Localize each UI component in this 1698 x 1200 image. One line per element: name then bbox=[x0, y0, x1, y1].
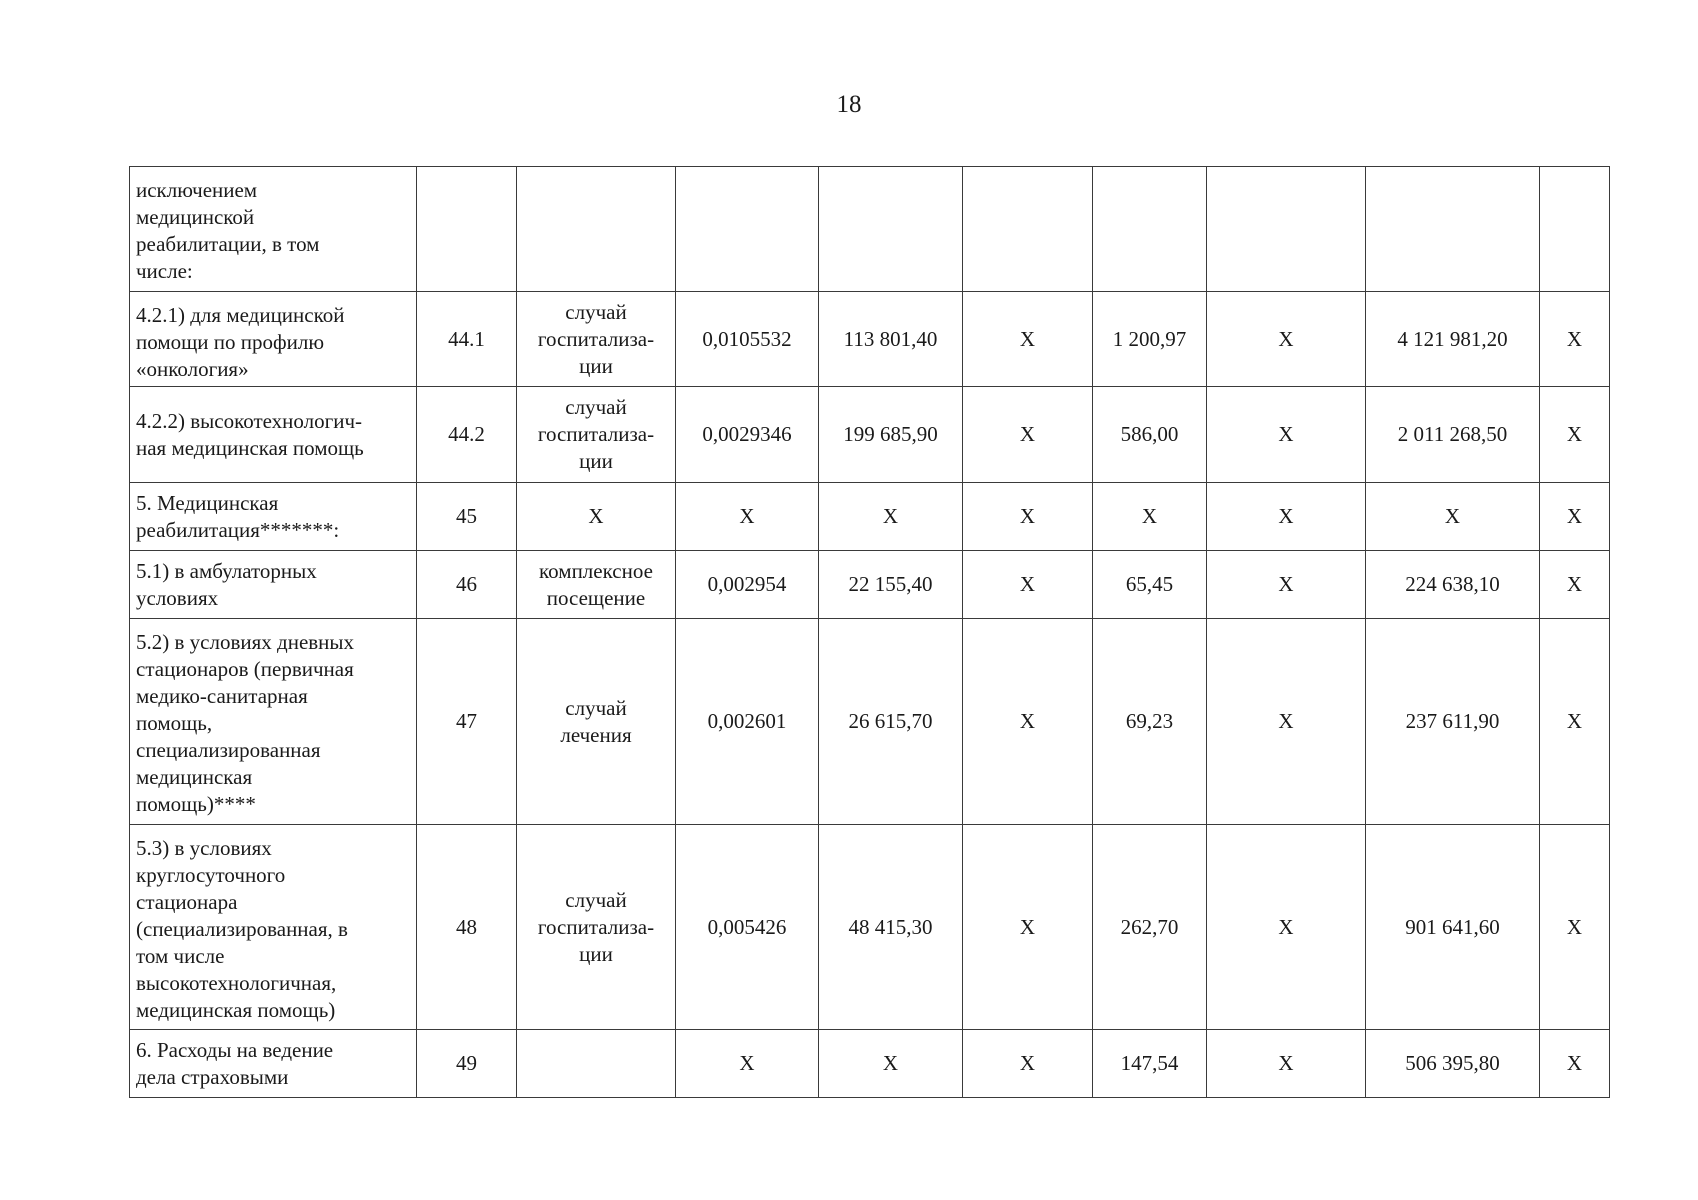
value-cell: 4 121 981,20 bbox=[1366, 292, 1540, 387]
value-cell: 0,005426 bbox=[676, 825, 819, 1030]
value-cell: X bbox=[1540, 387, 1610, 483]
value-cell bbox=[963, 167, 1093, 292]
value-cell: X bbox=[1207, 1030, 1366, 1098]
value-cell: X bbox=[1540, 825, 1610, 1030]
value-cell: X bbox=[676, 483, 819, 551]
value-cell: X bbox=[1366, 483, 1540, 551]
value-cell: X bbox=[963, 292, 1093, 387]
row-label: 5. Медицинская реабилитация*******: bbox=[136, 490, 340, 542]
row-label: 5.2) в условиях дневных стационаров (первичная медико-санитарная помощь, специализированная медицинская помощь)**** bbox=[136, 630, 355, 816]
value-cell: 0,002954 bbox=[676, 551, 819, 619]
value-cell: X bbox=[963, 387, 1093, 483]
unit-cell bbox=[517, 292, 676, 387]
unit-cell bbox=[517, 551, 676, 619]
row-label-cell bbox=[130, 292, 417, 387]
value-cell: X bbox=[963, 551, 1093, 619]
value-cell: X bbox=[963, 1030, 1093, 1098]
value-cell: X bbox=[1540, 292, 1610, 387]
row-label-cell bbox=[130, 825, 417, 1030]
table-row bbox=[130, 825, 1610, 1030]
value-cell: X bbox=[1207, 619, 1366, 825]
value-cell: X bbox=[1540, 619, 1610, 825]
row-code-cell: 44.2 bbox=[417, 387, 517, 483]
row-label-cell bbox=[130, 619, 417, 825]
unit-label: случай госпитализа- ции bbox=[537, 395, 655, 473]
value-cell: 113 801,40 bbox=[819, 292, 963, 387]
row-label-cell bbox=[130, 551, 417, 619]
value-cell: 506 395,80 bbox=[1366, 1030, 1540, 1098]
row-label-cell bbox=[130, 387, 417, 483]
row-label: 5.3) в условиях круглосуточного стационара (специализированная, в том числе высокотехнологичная, медицинская помощь) bbox=[136, 836, 348, 1022]
unit-cell bbox=[517, 483, 676, 551]
table-row bbox=[130, 551, 1610, 619]
row-label-cell bbox=[130, 483, 417, 551]
value-cell: X bbox=[1207, 551, 1366, 619]
row-code-cell: 44.1 bbox=[417, 292, 517, 387]
value-cell bbox=[1540, 167, 1610, 292]
value-cell: X bbox=[1540, 483, 1610, 551]
row-code-cell: 46 bbox=[417, 551, 517, 619]
value-cell: 262,70 bbox=[1093, 825, 1207, 1030]
value-cell: 22 155,40 bbox=[819, 551, 963, 619]
value-cell: X bbox=[1093, 483, 1207, 551]
value-cell bbox=[1093, 167, 1207, 292]
unit-label: случай госпитализа- ции bbox=[537, 299, 655, 378]
value-cell: X bbox=[1540, 1030, 1610, 1098]
value-cell: X bbox=[676, 1030, 819, 1098]
value-cell: 237 611,90 bbox=[1366, 619, 1540, 825]
table-row bbox=[130, 387, 1610, 483]
value-cell: X bbox=[1207, 292, 1366, 387]
value-cell: 0,0029346 bbox=[676, 387, 819, 483]
row-code-cell: 48 bbox=[417, 825, 517, 1030]
value-cell: X bbox=[819, 483, 963, 551]
row-code-cell: 47 bbox=[417, 619, 517, 825]
table-row bbox=[130, 619, 1610, 825]
value-cell: 48 415,30 bbox=[819, 825, 963, 1030]
value-cell: 0,0105532 bbox=[676, 292, 819, 387]
value-cell: X bbox=[1207, 387, 1366, 483]
value-cell bbox=[1366, 167, 1540, 292]
value-cell: X bbox=[963, 619, 1093, 825]
row-label: 5.1) в амбулаторных условиях bbox=[136, 558, 317, 610]
table-row bbox=[130, 1030, 1610, 1098]
unit-cell bbox=[517, 619, 676, 825]
value-cell bbox=[1207, 167, 1366, 292]
page-number: 18 bbox=[836, 91, 862, 118]
value-cell bbox=[819, 167, 963, 292]
value-cell: 69,23 bbox=[1093, 619, 1207, 825]
unit-label: случай лечения bbox=[560, 695, 632, 747]
value-cell: 586,00 bbox=[1093, 387, 1207, 483]
unit-cell bbox=[517, 825, 676, 1030]
value-cell: 0,002601 bbox=[676, 619, 819, 825]
unit-cell bbox=[517, 1030, 676, 1098]
row-label: 6. Расходы на ведение дела страховыми bbox=[136, 1037, 334, 1089]
row-code-cell: 45 bbox=[417, 483, 517, 551]
value-cell: X bbox=[1207, 825, 1366, 1030]
value-cell: X bbox=[963, 825, 1093, 1030]
row-label-cell bbox=[130, 1030, 417, 1098]
value-cell: 2 011 268,50 bbox=[1366, 387, 1540, 483]
unit-cell bbox=[517, 167, 676, 292]
unit-label: X bbox=[588, 504, 604, 528]
value-cell: 199 685,90 bbox=[819, 387, 963, 483]
value-cell: 1 200,97 bbox=[1093, 292, 1207, 387]
row-label: 4.2.2) высокотехнологич- ная медицинская помощь bbox=[136, 408, 364, 460]
value-cell: 26 615,70 bbox=[819, 619, 963, 825]
unit-label: случай госпитализа- ции bbox=[537, 887, 655, 966]
value-cell: 65,45 bbox=[1093, 551, 1207, 619]
value-cell: X bbox=[819, 1030, 963, 1098]
row-label-cell bbox=[130, 167, 417, 292]
table-row bbox=[130, 483, 1610, 551]
value-cell: 224 638,10 bbox=[1366, 551, 1540, 619]
row-label: исключением медицинской реабилитации, в том числе: bbox=[136, 178, 320, 283]
unit-label: комплексное посещение bbox=[539, 558, 653, 610]
value-cell bbox=[676, 167, 819, 292]
table-row bbox=[130, 167, 1610, 292]
row-code-cell: 49 bbox=[417, 1030, 517, 1098]
financing-table bbox=[129, 166, 1610, 1098]
row-code-cell bbox=[417, 167, 517, 292]
value-cell: X bbox=[1207, 483, 1366, 551]
value-cell: X bbox=[963, 483, 1093, 551]
value-cell: X bbox=[1540, 551, 1610, 619]
row-label: 4.2.1) для медицинской помощи по профилю «онкология» bbox=[136, 303, 345, 381]
value-cell: 147,54 bbox=[1093, 1030, 1207, 1098]
value-cell: 901 641,60 bbox=[1366, 825, 1540, 1030]
unit-cell bbox=[517, 387, 676, 483]
table-row bbox=[130, 292, 1610, 387]
